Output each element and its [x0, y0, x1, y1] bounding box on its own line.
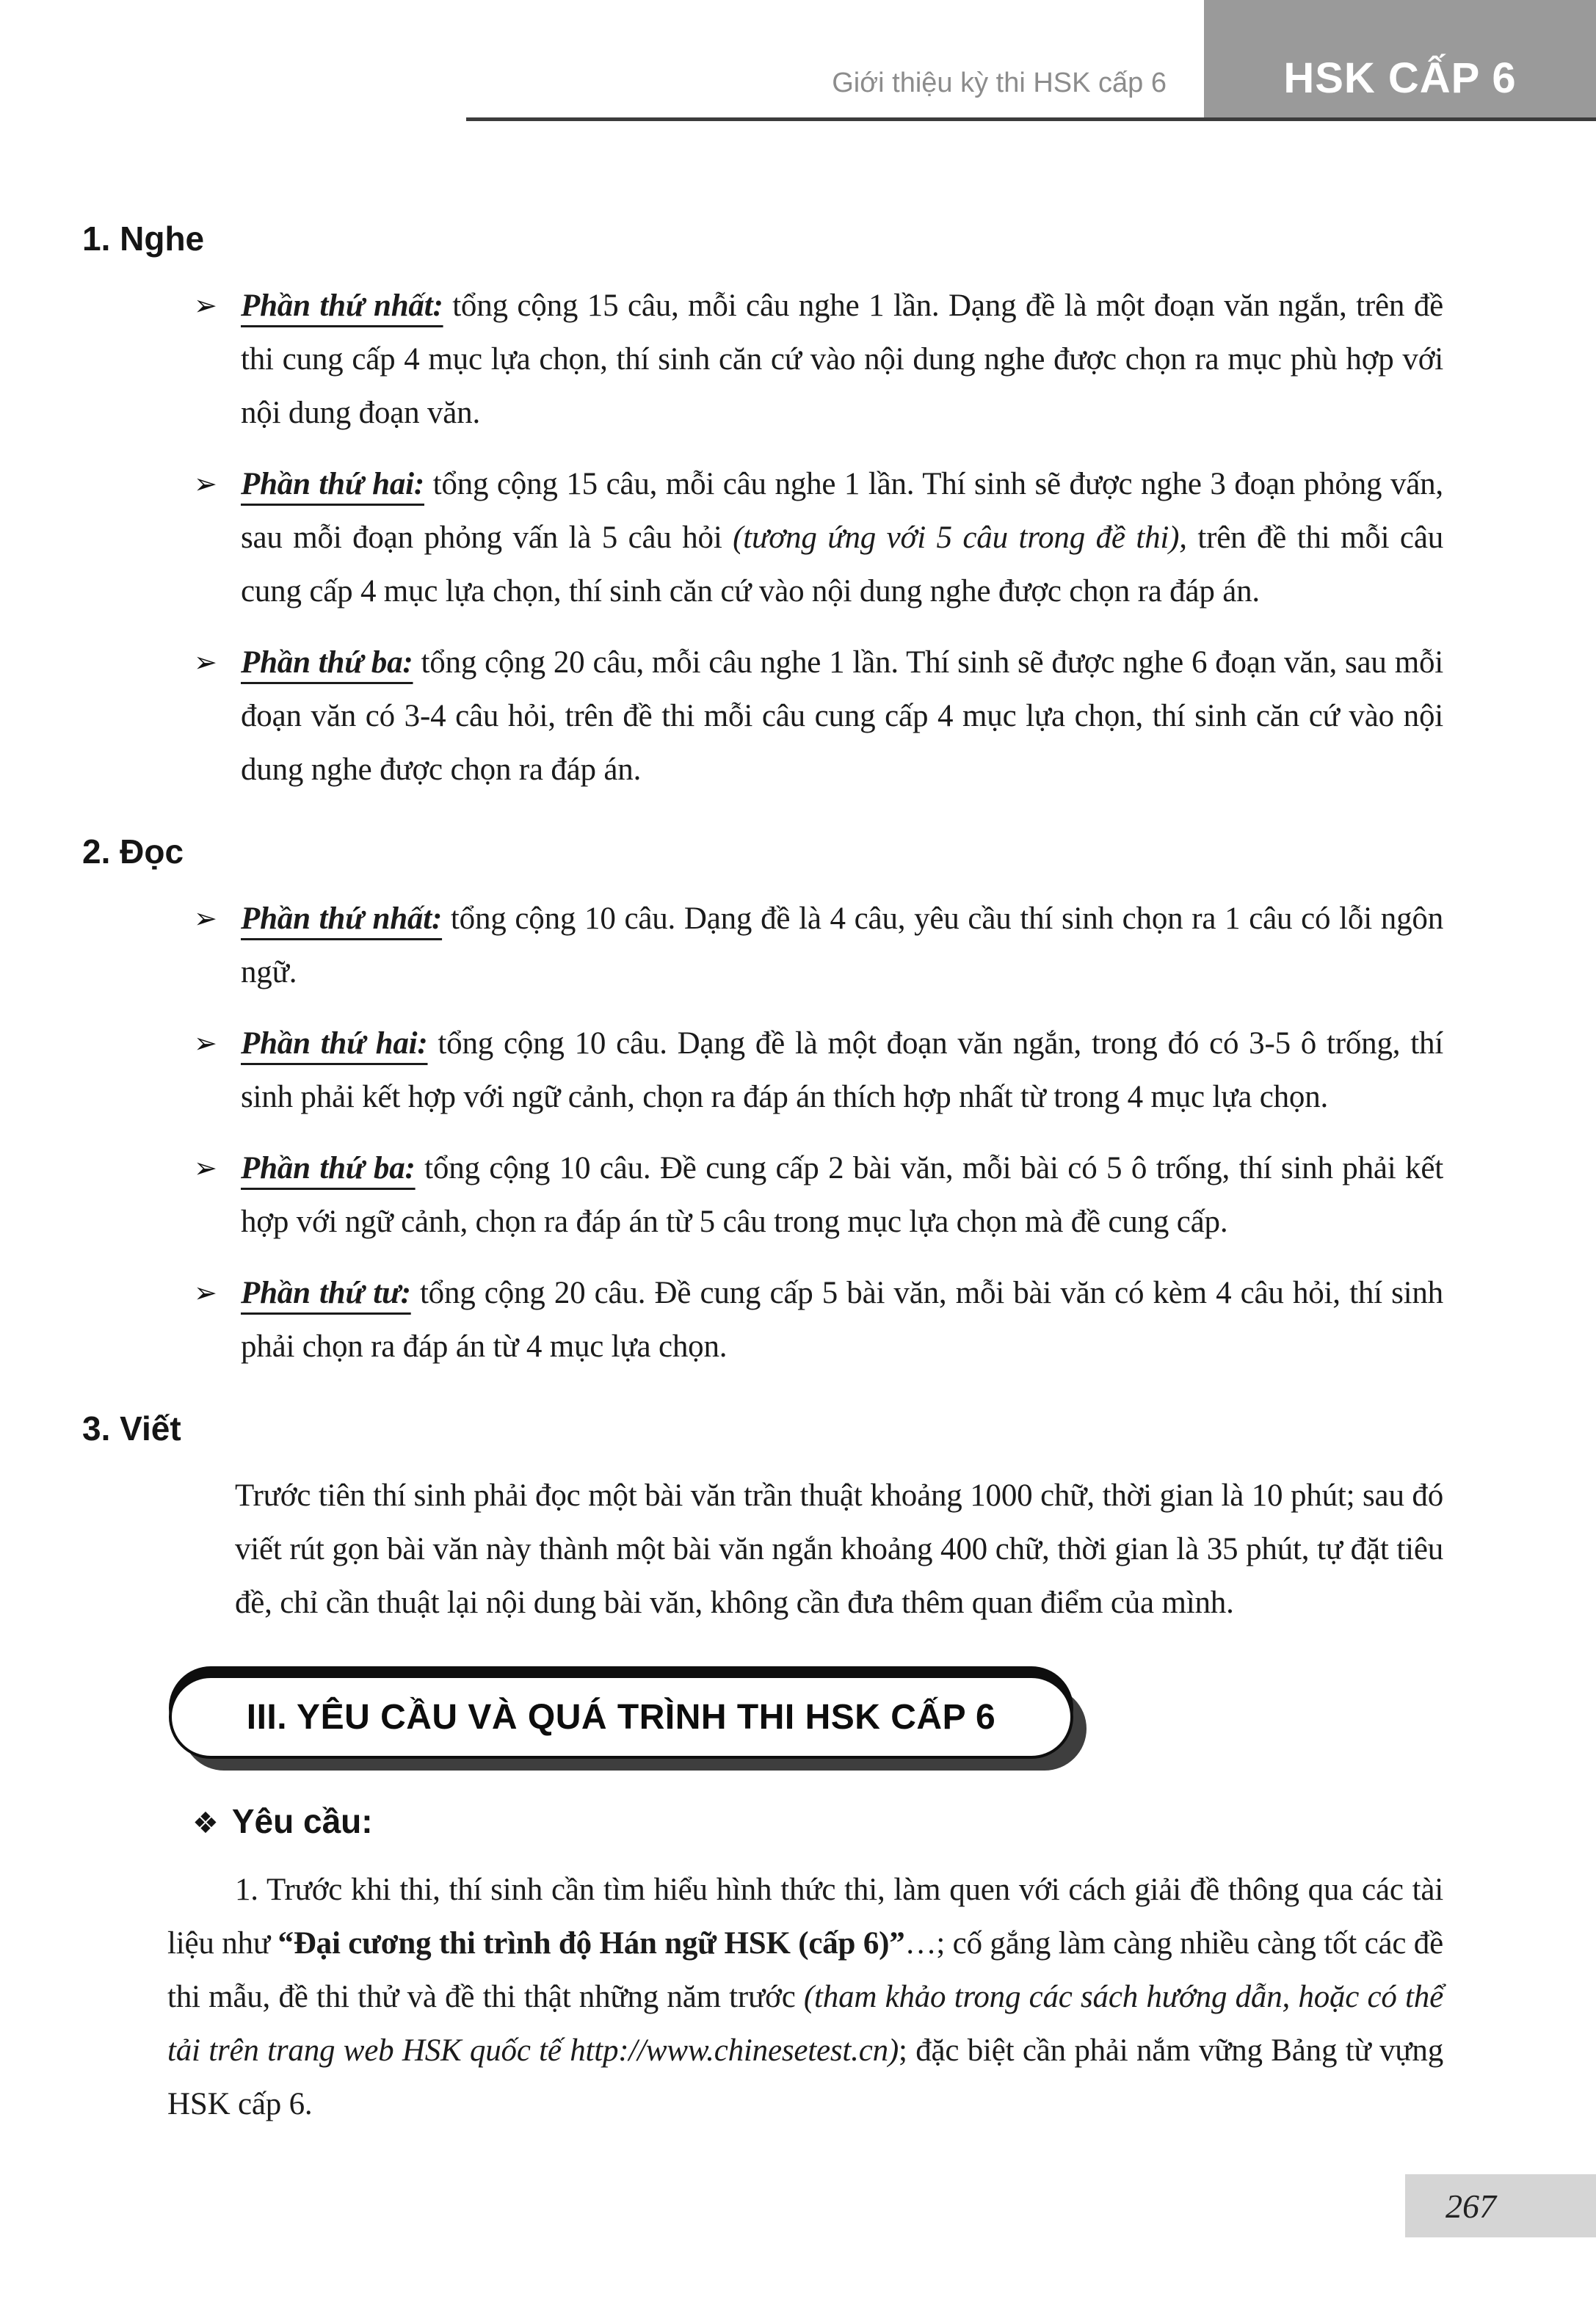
list-item	[194, 457, 1443, 618]
requirements-heading-label: Yêu cầu:	[231, 1802, 373, 1840]
running-header-text: Giới thiệu kỳ thi HSK cấp 6	[832, 68, 1167, 98]
list-item	[194, 279, 1443, 440]
list-item-text	[241, 457, 1443, 618]
item-body: tổng cộng 15 câu, mỗi câu nghe 1 lần. Thí sinh sẽ được nghe 3 đoạn phỏng vấn, sau mỗi đoạn phỏng vấn là 5 câu hỏi	[241, 467, 1443, 555]
list-item	[194, 636, 1443, 796]
arrow-bullet-icon: ➢	[194, 1027, 217, 1059]
list-item	[194, 892, 1443, 999]
item-lead: Phần thứ ba:	[241, 645, 413, 680]
list-item	[194, 1141, 1443, 1249]
page-number: 267	[1446, 2187, 1496, 2225]
list-item-text	[241, 892, 1443, 999]
req-text-italic: (tham khảo trong các sách hướng dẫn, hoặc có thể tải trên trang web HSK quốc tế http://www.chinesetest.cn)	[167, 1980, 1443, 2068]
banner-title: III. YÊU CẦU VÀ QUÁ TRÌNH THI HSK CẤP 6	[246, 1697, 996, 1737]
section-title-listening: 1. Nghe	[82, 219, 205, 258]
req-text: …; cố gắng làm càng nhiều càng tốt các đề thi mẫu, đề thi thử và đề thi thật những năm trước	[167, 1926, 1443, 2014]
list-item-text	[241, 1017, 1443, 1124]
item-lead: Phần thứ tư:	[241, 1276, 411, 1310]
list-item-text	[241, 1266, 1443, 1373]
item-body: tổng cộng 10 câu. Đề cung cấp 2 bài văn, mỗi bài có 5 ô trống, thí sinh phải kết hợp với ngữ cảnh, chọn ra đáp án từ 5 câu trong mục lựa chọn mà đề cung cấp.	[241, 1151, 1443, 1239]
item-body: tổng cộng 20 câu. Đề cung cấp 5 bài văn, mỗi bài văn có kèm 4 câu hỏi, thí sinh phải chọn ra đáp án từ 4 mục lựa chọn.	[241, 1276, 1443, 1364]
item-body-italic: (tương ứng với 5 câu trong đề thi),	[733, 520, 1187, 555]
item-body: tổng cộng 10 câu. Dạng đề là 4 câu, yêu cầu thí sinh chọn ra 1 câu có lỗi ngôn ngữ.	[241, 901, 1443, 989]
req-text: 1. Trước khi thi, thí sinh cần tìm hiểu hình thức thi, làm quen với cách giải đề thông qua các tài liệu như	[167, 1873, 1443, 1961]
req-text-bold: “Đại cương thi trình độ Hán ngữ HSK (cấp 6)”	[278, 1926, 905, 1961]
writing-paragraph: Trước tiên thí sinh phải đọc một bài văn trần thuật khoảng 1000 chữ, thời gian là 10 phút; sau đó viết rút gọn bài văn này thành một bài văn ngắn khoảng 400 chữ, thời gian là 35 phút, tự đặt tiêu đề, chỉ cần thuật lại nội dung bài văn, không cần đưa thêm quan điểm của mình.	[235, 1478, 1443, 1620]
page-number-box	[1405, 2174, 1596, 2237]
arrow-bullet-icon: ➢	[194, 902, 217, 934]
list-item-text	[241, 1141, 1443, 1249]
list-item-text	[241, 279, 1443, 440]
arrow-bullet-icon: ➢	[194, 1277, 217, 1309]
list-item	[194, 1266, 1443, 1373]
section-title-reading: 2. Đọc	[82, 832, 184, 871]
item-body: tổng cộng 15 câu, mỗi câu nghe 1 lần. Dạng đề là một đoạn văn ngắn, trên đề thi cung cấp 4 mục lựa chọn, thí sinh căn cứ vào nội dung nghe được chọn ra mục phù hợp với nội dung đoạn văn.	[241, 288, 1444, 430]
arrow-bullet-icon: ➢	[194, 1152, 217, 1184]
chapter-badge	[1204, 0, 1596, 120]
requirements-paragraph	[167, 1863, 1443, 2131]
list-item-text	[241, 636, 1443, 796]
section-title-writing: 3. Viết	[82, 1409, 181, 1448]
item-lead: Phần thứ hai:	[241, 467, 424, 501]
arrow-bullet-icon: ➢	[194, 468, 217, 500]
arrow-bullet-icon: ➢	[194, 289, 217, 322]
banner-section-heading	[169, 1675, 1073, 1759]
diamond-bullet-icon: ❖	[192, 1806, 219, 1840]
item-body: tổng cộng 10 câu. Dạng đề là một đoạn văn ngắn, trong đó có 3-5 ô trống, thí sinh phải kết hợp với ngữ cảnh, chọn ra đáp án thích hợp nhất từ trong 4 mục lựa chọn.	[241, 1026, 1443, 1114]
requirements-heading	[192, 1801, 1443, 1841]
chapter-badge-label: HSK CẤP 6	[1283, 54, 1517, 102]
item-body: tổng cộng 20 câu, mỗi câu nghe 1 lần. Thí sinh sẽ được nghe 6 đoạn văn, sau mỗi đoạn văn có 3-4 câu hỏi, trên đề thi mỗi câu cung cấp 4 mục lựa chọn, thí sinh căn cứ vào nội dung nghe được chọn ra đáp án.	[241, 645, 1444, 787]
item-lead: Phần thứ nhất:	[241, 288, 443, 323]
item-lead: Phần thứ ba:	[241, 1151, 416, 1185]
item-lead: Phần thứ nhất:	[241, 901, 443, 936]
arrow-bullet-icon: ➢	[194, 646, 217, 678]
item-body: trên đề thi mỗi câu cung cấp 4 mục lựa chọn, thí sinh căn cứ vào nội dung nghe được chọn ra đáp án.	[241, 520, 1443, 609]
req-text: ; đặc biệt cần phải nắm vững Bảng từ vựng HSK cấp 6.	[167, 2033, 1443, 2121]
item-lead: Phần thứ hai:	[241, 1026, 428, 1061]
list-item	[194, 1017, 1443, 1124]
header-rule	[466, 117, 1596, 121]
